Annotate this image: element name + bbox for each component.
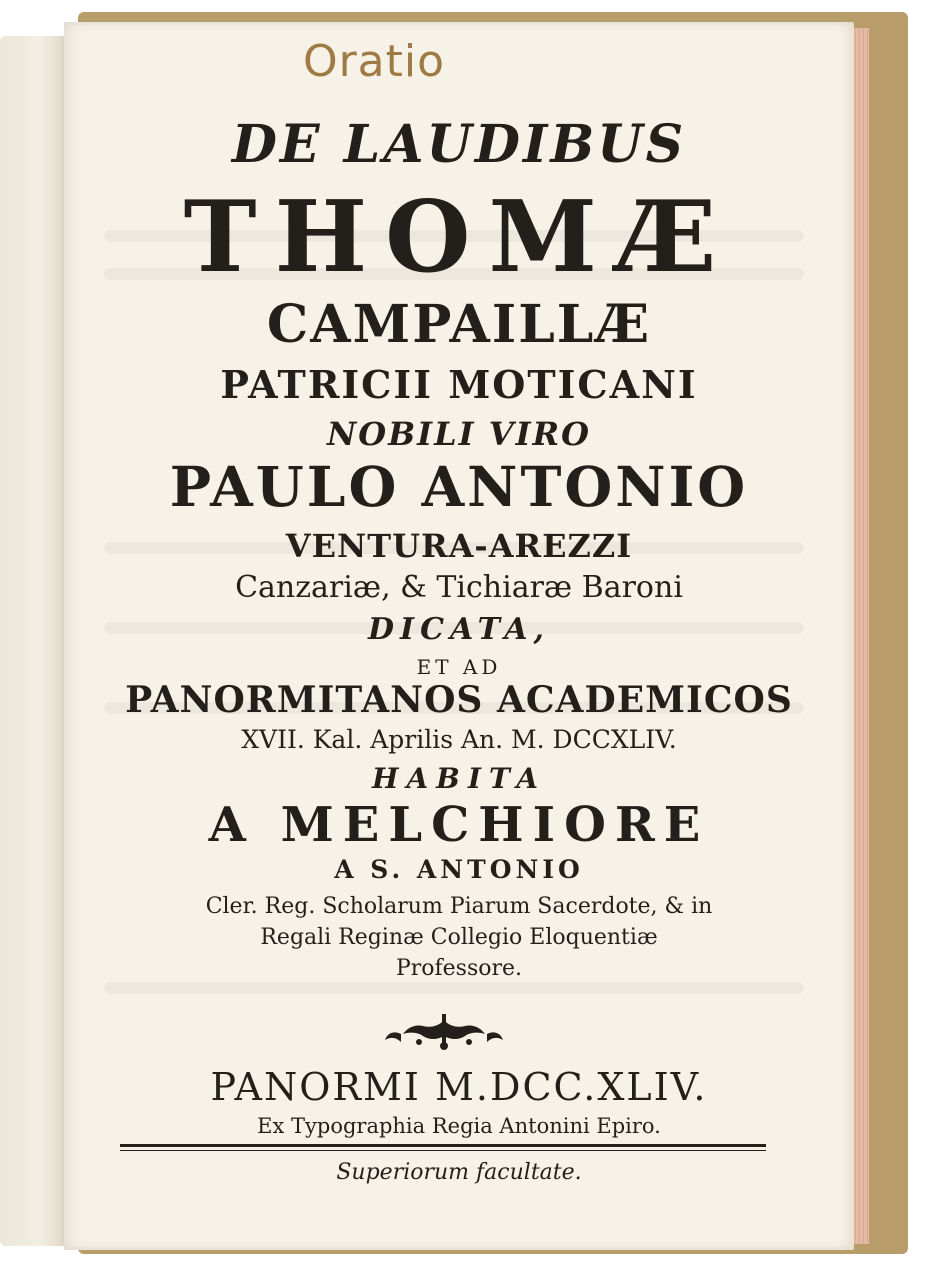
title-line-2: THOMÆ	[183, 180, 735, 295]
title-line-13: HABITA	[372, 762, 546, 795]
left-page-edge	[0, 36, 72, 1246]
title-line-16: Cler. Reg. Scholarum Piarum Sacerdote, & in	[205, 894, 713, 919]
permission-line: Superiorum facultate.	[336, 1160, 582, 1185]
title-line-5: NOBILI VIRO	[326, 415, 591, 453]
imprint-rule	[120, 1144, 766, 1147]
fleuron-ornament-icon	[379, 1012, 509, 1052]
title-line-12: XVII. Kal. Aprilis An. M. DCCXLIV.	[241, 725, 677, 754]
title-page	[64, 22, 854, 1250]
title-line-18: Professore.	[395, 956, 523, 981]
title-line-11: PANORMITANOS ACADEMICOS	[125, 679, 793, 721]
imprint-place-date: PANORMI M.DCC.XLIV.	[210, 1065, 708, 1109]
title-line-14: A MELCHIORE	[208, 797, 710, 853]
title-line-7: VENTURA-AREZZI	[285, 527, 633, 565]
title-line-4: PATRICII MOTICANI	[220, 362, 698, 407]
imprint-rule-thin	[120, 1150, 766, 1151]
title-line-15: A S. ANTONIO	[334, 855, 584, 884]
title-line-9: DICATA,	[368, 612, 550, 647]
title-line-17: Regali Reginæ Collegio Eloquentiæ	[260, 925, 658, 950]
printer-line: Ex Typographia Regia Antonini Epiro.	[257, 1114, 661, 1138]
title-line-10: ET AD	[416, 655, 502, 679]
show-through-mark	[104, 982, 804, 994]
title-line-1: DE LAUDIBUS	[231, 114, 687, 175]
title-line-3: CAMPAILLÆ	[266, 294, 652, 355]
title-line-6: PAULO ANTONIO	[169, 454, 749, 519]
handwritten-annotation: Oratio	[302, 36, 446, 87]
title-line-8: Canzariæ, & Tichiaræ Baroni	[235, 570, 683, 605]
